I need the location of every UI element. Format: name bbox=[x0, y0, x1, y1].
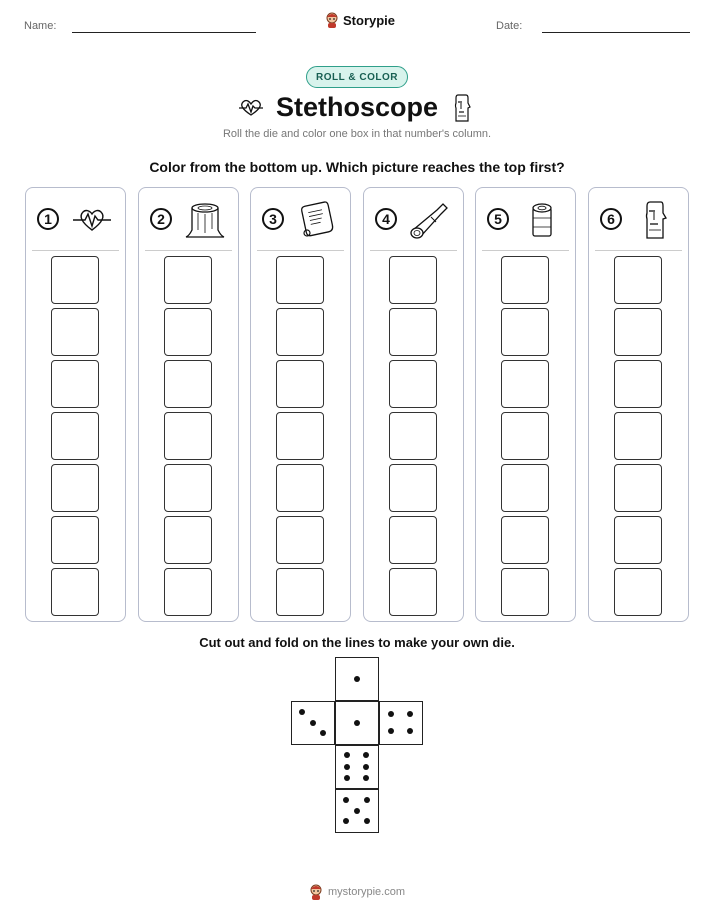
footer-url: mystorypie.com bbox=[327, 886, 406, 898]
color-box[interactable] bbox=[389, 360, 437, 408]
column-3 bbox=[250, 187, 351, 622]
color-box[interactable] bbox=[501, 256, 549, 304]
die-pip bbox=[363, 764, 369, 770]
column-number: 6 bbox=[600, 208, 622, 230]
color-box[interactable] bbox=[164, 308, 212, 356]
horn-icon bbox=[409, 200, 451, 240]
column-number: 5 bbox=[487, 208, 509, 230]
moai-statue-icon bbox=[634, 200, 676, 240]
color-box[interactable] bbox=[614, 360, 662, 408]
color-box[interactable] bbox=[276, 464, 324, 512]
die-face-right bbox=[379, 701, 423, 745]
color-box[interactable] bbox=[501, 464, 549, 512]
color-box[interactable] bbox=[389, 308, 437, 356]
color-box[interactable] bbox=[614, 308, 662, 356]
die-pip bbox=[363, 752, 369, 758]
color-box[interactable] bbox=[614, 464, 662, 512]
moai-statue-icon bbox=[452, 93, 472, 123]
roll-color-badge: ROLL & COLOR bbox=[306, 66, 408, 88]
date-line[interactable] bbox=[542, 32, 690, 33]
color-box[interactable] bbox=[51, 360, 99, 408]
page-title: Stethoscope bbox=[275, 92, 439, 122]
heartbeat-icon bbox=[71, 200, 113, 240]
die-face-top bbox=[335, 657, 379, 701]
die-pip bbox=[363, 775, 369, 781]
die-pip bbox=[343, 818, 349, 824]
die-pip bbox=[344, 775, 350, 781]
instruction-text: Color from the bottom up. Which picture reaches the top first? bbox=[149, 159, 565, 175]
column-6 bbox=[588, 187, 689, 622]
color-box[interactable] bbox=[164, 464, 212, 512]
color-box[interactable] bbox=[51, 516, 99, 564]
die-pip bbox=[299, 709, 305, 715]
color-box[interactable] bbox=[164, 412, 212, 460]
column-1 bbox=[25, 187, 126, 622]
die-pip bbox=[343, 797, 349, 803]
color-box[interactable] bbox=[51, 308, 99, 356]
die-face-below-center bbox=[335, 745, 379, 789]
die-pip bbox=[354, 720, 360, 726]
color-box[interactable] bbox=[51, 256, 99, 304]
die-pip bbox=[388, 711, 394, 717]
footer bbox=[0, 884, 714, 900]
color-box[interactable] bbox=[501, 568, 549, 616]
color-box[interactable] bbox=[501, 360, 549, 408]
column-header bbox=[26, 188, 125, 250]
scroll-icon bbox=[296, 200, 338, 240]
column-header bbox=[251, 188, 350, 250]
page-subtitle: Roll the die and color one box in that number's column. bbox=[222, 128, 492, 140]
die-face-left bbox=[291, 701, 335, 745]
column-header bbox=[589, 188, 688, 250]
color-box[interactable] bbox=[501, 308, 549, 356]
die-pip bbox=[407, 711, 413, 717]
color-box[interactable] bbox=[164, 516, 212, 564]
column-number: 2 bbox=[150, 208, 172, 230]
die-pip bbox=[354, 676, 360, 682]
column-4 bbox=[363, 187, 464, 622]
die-pip bbox=[344, 764, 350, 770]
column-divider bbox=[370, 250, 457, 251]
die-pip bbox=[320, 730, 326, 736]
color-box[interactable] bbox=[389, 464, 437, 512]
brand-name: Storypie bbox=[343, 12, 396, 28]
name-line[interactable] bbox=[72, 32, 256, 33]
color-box[interactable] bbox=[614, 568, 662, 616]
column-5 bbox=[475, 187, 576, 622]
die-face-center bbox=[335, 701, 379, 745]
color-box[interactable] bbox=[51, 412, 99, 460]
column-number: 1 bbox=[37, 208, 59, 230]
column-divider bbox=[482, 250, 569, 251]
color-box[interactable] bbox=[276, 308, 324, 356]
color-box[interactable] bbox=[614, 516, 662, 564]
color-box[interactable] bbox=[164, 568, 212, 616]
die-pip bbox=[364, 818, 370, 824]
color-box[interactable] bbox=[389, 568, 437, 616]
cut-instruction: Cut out and fold on the lines to make your own die. bbox=[199, 635, 515, 650]
date-label: Date: bbox=[496, 20, 523, 32]
column-header bbox=[364, 188, 463, 250]
tree-stump-icon bbox=[184, 200, 226, 240]
color-box[interactable] bbox=[389, 516, 437, 564]
color-box[interactable] bbox=[276, 256, 324, 304]
color-box[interactable] bbox=[389, 256, 437, 304]
column-number: 4 bbox=[375, 208, 397, 230]
paper-roll-icon bbox=[521, 200, 563, 240]
color-box[interactable] bbox=[276, 360, 324, 408]
storypie-mascot-icon bbox=[325, 12, 339, 28]
column-2 bbox=[138, 187, 239, 622]
die-pip bbox=[388, 728, 394, 734]
color-box[interactable] bbox=[276, 568, 324, 616]
color-box[interactable] bbox=[501, 516, 549, 564]
column-divider bbox=[595, 250, 682, 251]
die-pip bbox=[310, 720, 316, 726]
column-header bbox=[476, 188, 575, 250]
color-box[interactable] bbox=[389, 412, 437, 460]
storypie-mascot-icon bbox=[309, 884, 323, 900]
color-box[interactable] bbox=[501, 412, 549, 460]
color-box[interactable] bbox=[614, 256, 662, 304]
die-pip bbox=[344, 752, 350, 758]
die-pip bbox=[354, 808, 360, 814]
color-box[interactable] bbox=[276, 412, 324, 460]
die-pip bbox=[407, 728, 413, 734]
column-divider bbox=[32, 250, 119, 251]
brand-logo bbox=[325, 12, 395, 28]
color-box[interactable] bbox=[51, 464, 99, 512]
column-divider bbox=[145, 250, 232, 251]
color-box[interactable] bbox=[164, 256, 212, 304]
column-header bbox=[139, 188, 238, 250]
color-box[interactable] bbox=[51, 568, 99, 616]
die-face-bottom bbox=[335, 789, 379, 833]
color-box[interactable] bbox=[614, 412, 662, 460]
die-pip bbox=[364, 797, 370, 803]
column-number: 3 bbox=[262, 208, 284, 230]
name-label: Name: bbox=[24, 20, 57, 32]
color-box[interactable] bbox=[276, 516, 324, 564]
column-divider bbox=[257, 250, 344, 251]
color-box[interactable] bbox=[164, 360, 212, 408]
